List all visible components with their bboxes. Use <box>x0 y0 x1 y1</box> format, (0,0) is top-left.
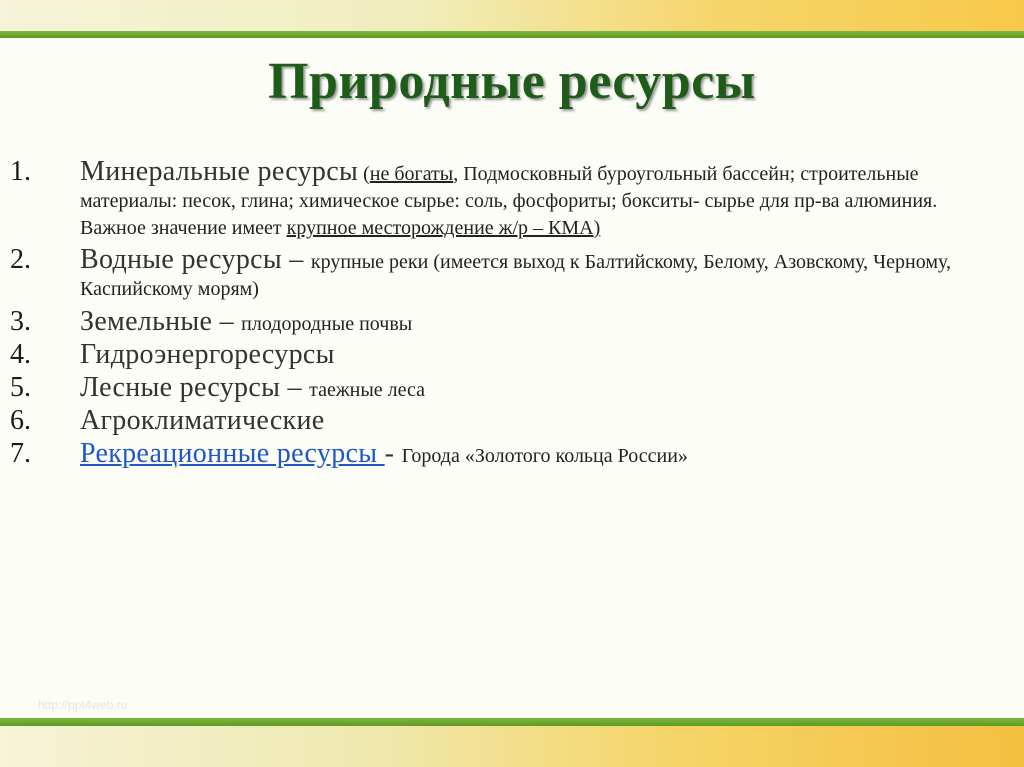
list-item <box>8 305 998 338</box>
item-heading: Гидроэнергоресурсы <box>80 339 335 370</box>
item-heading: Водные ресурсы – <box>80 244 311 275</box>
item-description: Города «Золотого кольца России» <box>401 445 688 467</box>
item-number: 1. <box>10 156 31 187</box>
list-item <box>8 338 998 371</box>
item-description: крупные реки (имеется выход к Балтийскому, Белому, Азовскому, Черному, Каспийскому морям) <box>80 251 952 300</box>
item-number: 4. <box>10 339 31 370</box>
resources-list <box>8 155 998 470</box>
item-number: 2. <box>10 244 31 275</box>
item-number: 3. <box>10 306 31 337</box>
bottom-decor-band <box>0 726 1024 767</box>
list-item <box>8 437 998 470</box>
item-paren: ( <box>358 163 370 185</box>
bottom-green-rule <box>0 718 1024 726</box>
item-number: 5. <box>10 372 31 403</box>
item-number: 6. <box>10 405 31 436</box>
item-description: , Подмосковный буроугольный бассейн; строительные материалы: песок, глина; химическое сырье: соль, фосфориты; бокситы- сырье для пр-ва алюминия. Важное значение имеет <box>80 163 938 239</box>
item-underlined-text: не богаты <box>369 163 454 185</box>
item-heading: Минеральные ресурсы <box>80 156 359 187</box>
item-heading: Земельные – <box>80 306 242 337</box>
item-description: плодородные почвы <box>241 313 413 335</box>
top-decor-band <box>0 0 1024 31</box>
list-item <box>8 155 998 242</box>
item-dash: - <box>384 438 402 469</box>
item-heading: Агроклиматические <box>80 405 325 436</box>
watermark-text: http://ppt4web.ru <box>38 698 128 712</box>
item-number: 7. <box>10 438 31 469</box>
recreation-resources-link[interactable]: Рекреационные ресурсы <box>80 438 385 469</box>
slide-title: Природные ресурсы <box>268 53 756 110</box>
item-heading: Лесные ресурсы – <box>80 372 310 403</box>
list-item <box>8 404 998 437</box>
list-item <box>8 371 998 404</box>
list-item <box>8 243 998 303</box>
top-green-rule <box>0 31 1024 38</box>
item-underlined-text: крупное месторождение ж/р – КМА) <box>286 217 601 239</box>
item-description: таежные леса <box>309 379 426 401</box>
